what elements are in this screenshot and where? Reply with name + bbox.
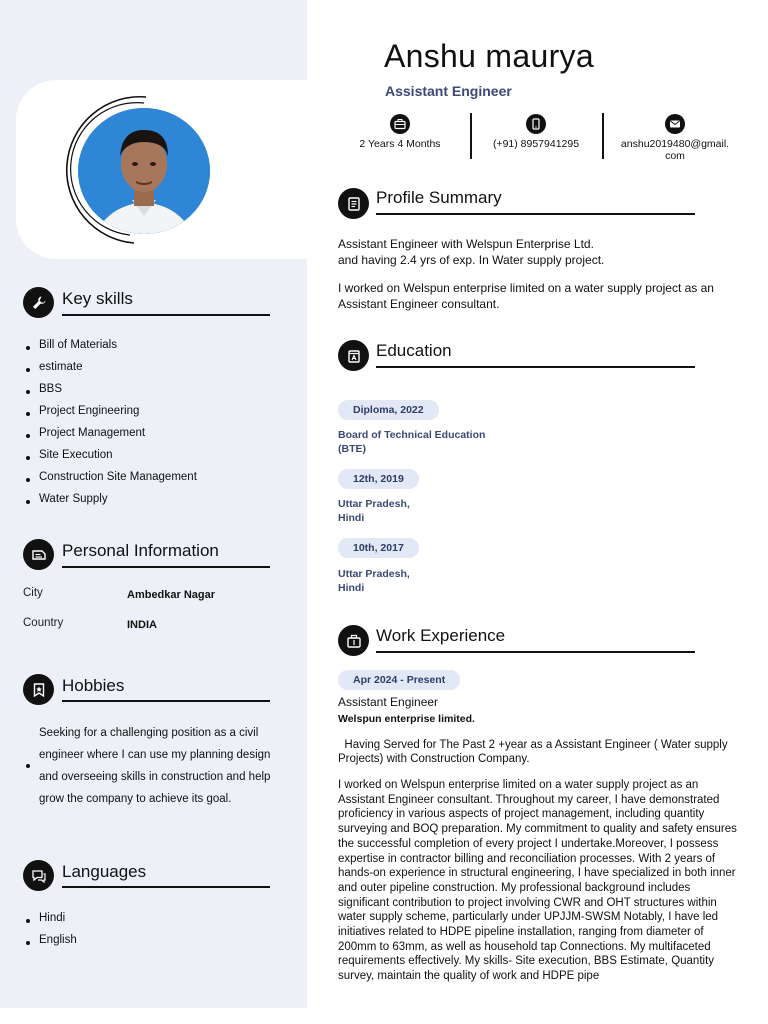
section-title-languages: Languages — [62, 862, 147, 881]
bookmark-star-icon — [23, 674, 54, 705]
phone-text: (+91) 8957941295 — [492, 138, 580, 150]
section-rule — [62, 886, 270, 888]
section-rule — [62, 700, 270, 702]
list-item: Site Execution — [23, 447, 197, 469]
city-label: City — [23, 587, 43, 599]
candidate-role: Assistant Engineer — [385, 83, 512, 99]
job-title: Assistant Engineer — [338, 695, 439, 709]
section-rule — [62, 314, 270, 316]
section-rule — [62, 566, 270, 568]
summary-line: Assistant Engineer with Welspun Enterprise Ltd. — [338, 237, 594, 251]
list-item: estimate — [23, 359, 197, 381]
city-value: Ambedkar Nagar — [127, 589, 216, 601]
list-item: Hindi — [23, 910, 77, 932]
section-rule — [376, 366, 695, 368]
education-institution — [338, 497, 410, 525]
wrench-icon — [23, 287, 54, 318]
job-company: Welspun enterprise limited. — [338, 713, 475, 725]
education-date-badge: Diploma, 2022 — [338, 400, 439, 420]
email-text: anshu2019480@gmail. com — [620, 138, 730, 162]
id-card-icon — [23, 539, 54, 570]
phone-icon — [526, 114, 546, 134]
education-institution — [338, 567, 410, 595]
profile-photo-frame — [60, 93, 212, 245]
contact-phone[interactable] — [478, 114, 594, 150]
mail-icon — [665, 114, 685, 134]
section-title-personal-info: Personal Information — [62, 541, 219, 560]
list-item: Project Management — [23, 425, 197, 447]
avatar — [78, 108, 210, 234]
list-item: Construction Site Management — [23, 469, 197, 491]
contact-experience — [345, 114, 455, 150]
contact-divider — [470, 113, 472, 159]
list-item: Bill of Materials — [23, 337, 197, 359]
education-line: Uttar Pradesh, — [338, 498, 410, 510]
education-date-badge: 10th, 2017 — [338, 538, 419, 558]
briefcase-icon — [338, 625, 369, 656]
contact-divider — [602, 113, 604, 159]
education-line: Uttar Pradesh, — [338, 568, 410, 580]
chat-icon — [23, 860, 54, 891]
list-item: Project Engineering — [23, 403, 197, 425]
education-line: Board of Technical Education — [338, 429, 486, 441]
job-description-intro: Having Served for The Past 2 +year as a Assistant Engineer ( Water supply Projects) with Construction Company. — [338, 739, 731, 765]
skills-list — [23, 337, 197, 513]
list-item: Seeking for a challenging position as a civil engineer where I can use my planning design and overseeing skills in construction and help grow the company to achieve its goal. — [23, 722, 289, 810]
summary-paragraph-2: I worked on Welspun enterprise limited on a water supply project as an Assistant Engineer consultant. — [338, 281, 714, 311]
section-rule — [376, 213, 695, 215]
job-description: I worked on Welspun enterprise limited on a water supply project as an Assistant Engineer consultant. Throughout my career, I have demonstrated proficiency in various aspects of project management, including quantity surveying and BOQ preparation. My commitment to quality and safety ensures the successful completion of every project I undertake.Moreover, I possess expertise in contractor billing and reconciliation processes. With 2 years of hands-on experience in structural engineering, I have specialized in both inner and outer pipeline construction. My professional background includes significant contribution to project involving CWR and OHT structures within water supply scheme, particularly under UPJJM-SWSM Notably, I have led initiatives related to HDPE pipeline installation, ranging from diameter of 200mm to 63mm, as well as household tap Connections. My multifaceted requirements effectively. My skills- Site execution, BBS Estimate, Quantity survey, maintain the quality of work and HDPE pipe — [338, 779, 737, 983]
education-line: Hindi — [338, 582, 365, 594]
country-label: Country — [23, 617, 64, 629]
contact-email[interactable] — [612, 114, 738, 162]
work-period-badge: Apr 2024 - Present — [338, 670, 460, 690]
list-item: BBS — [23, 381, 197, 403]
section-title-key-skills: Key skills — [62, 289, 133, 308]
section-title-education: Education — [376, 341, 452, 360]
candidate-name: Anshu maurya — [384, 38, 594, 74]
summary-line: and having 2.4 yrs of exp. In Water supply project. — [338, 253, 605, 267]
languages-list — [23, 910, 77, 954]
section-title-hobbies: Hobbies — [62, 676, 125, 695]
list-item: English — [23, 932, 77, 954]
education-line: (BTE) — [338, 443, 366, 455]
graduation-icon — [338, 340, 369, 371]
section-title-work-experience: Work Experience — [376, 626, 506, 645]
list-item: Water Supply — [23, 491, 197, 513]
education-date-badge: 12th, 2019 — [338, 469, 419, 489]
section-rule — [376, 651, 695, 653]
summary-paragraph-1 — [338, 236, 738, 268]
country-value: INDIA — [127, 619, 157, 631]
briefcase-icon — [390, 114, 410, 134]
education-line: Hindi — [338, 512, 365, 524]
hobbies-list — [23, 722, 289, 810]
experience-text: 2 Years 4 Months — [359, 138, 441, 150]
section-title-profile-summary: Profile Summary — [376, 188, 502, 207]
document-icon — [338, 188, 369, 219]
education-institution — [338, 428, 485, 456]
